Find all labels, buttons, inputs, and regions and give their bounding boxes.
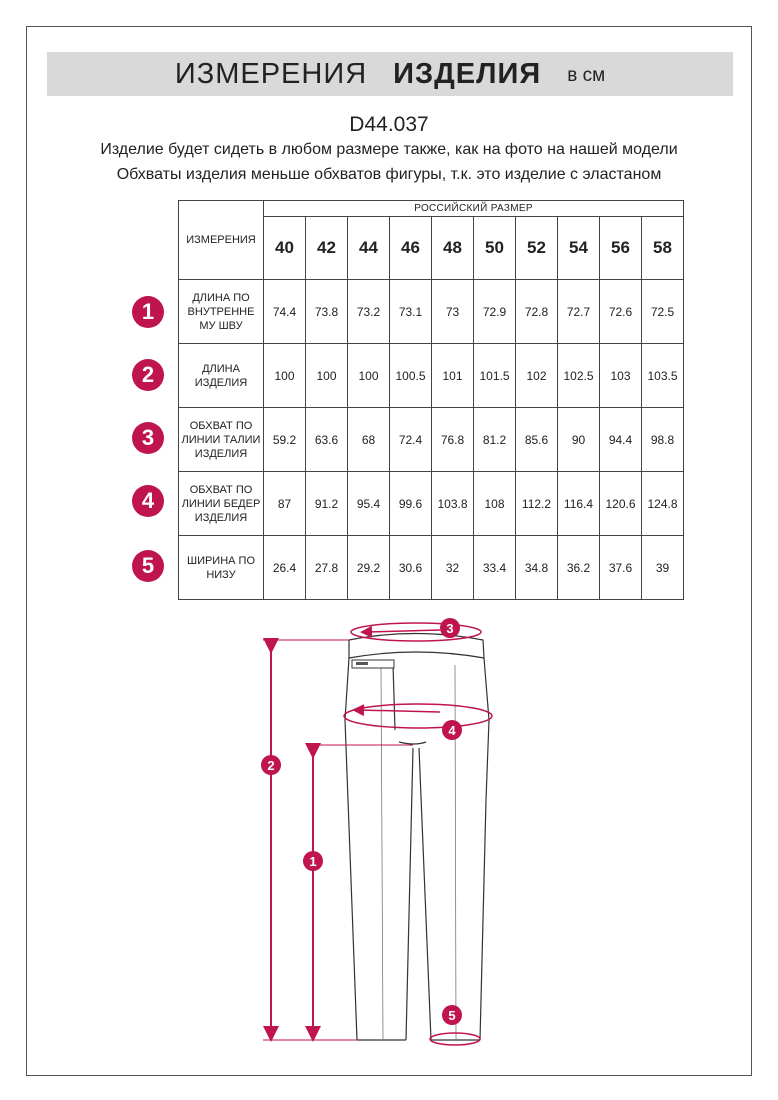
table-cell: 29.2 — [348, 536, 390, 600]
table-cell: 76.8 — [432, 408, 474, 472]
table-cell: 30.6 — [390, 536, 432, 600]
table-cell: 72.8 — [516, 280, 558, 344]
table-cell: 100 — [264, 344, 306, 408]
table-cell: 72.5 — [642, 280, 684, 344]
table-cell: 74.4 — [264, 280, 306, 344]
marker-3 — [440, 618, 460, 638]
size-header: 58 — [642, 217, 684, 280]
marker-3-text: 3 — [446, 621, 454, 636]
marker-4-text: 4 — [448, 723, 456, 738]
table-cell: 95.4 — [348, 472, 390, 536]
waist-arrow — [366, 630, 440, 632]
title-part2: ИЗДЕЛИЯ — [393, 57, 542, 90]
hem-ellipse — [430, 1033, 480, 1045]
row-badge-1: 1 — [132, 296, 164, 328]
trousers-outline — [345, 634, 489, 1041]
title-part1: ИЗМЕРЕНИЯ — [174, 57, 368, 90]
table-cell: 124.8 — [642, 472, 684, 536]
table-cell: 73.1 — [390, 280, 432, 344]
table-cell: 27.8 — [306, 536, 348, 600]
table-cell: 72.4 — [390, 408, 432, 472]
table-cell: 34.8 — [516, 536, 558, 600]
table-cell: 108 — [474, 472, 516, 536]
marker-4 — [442, 720, 462, 740]
size-header: 46 — [390, 217, 432, 280]
table-cell: 36.2 — [558, 536, 600, 600]
table-cell: 100 — [306, 344, 348, 408]
table-cell: 99.6 — [390, 472, 432, 536]
table-cell: 100.5 — [390, 344, 432, 408]
size-header: 44 — [348, 217, 390, 280]
table-cell: 72.6 — [600, 280, 642, 344]
size-header: 40 — [264, 217, 306, 280]
table-cell: 103.8 — [432, 472, 474, 536]
table-cell: 103.5 — [642, 344, 684, 408]
marker-5-text: 5 — [448, 1008, 456, 1023]
table-cell: 39 — [642, 536, 684, 600]
table-cell: 32 — [432, 536, 474, 600]
table-cell: 103 — [600, 344, 642, 408]
elastane-note: Обхваты изделия меньше обхватов фигуры, т.к. это изделие с эластаном — [116, 166, 662, 183]
size-header: 56 — [600, 217, 642, 280]
table-cell: 81.2 — [474, 408, 516, 472]
table-cell: 91.2 — [306, 472, 348, 536]
row-badge-3: 3 — [132, 422, 164, 454]
row-label-hips: ОБХВАТ ПО ЛИНИИ БЕДЕР ИЗДЕЛИЯ — [179, 472, 264, 536]
reference-lines — [263, 640, 413, 1040]
hip-arrow — [358, 710, 440, 712]
row-label-inseam: ДЛИНА ПО ВНУТРЕННЕ МУ ШВУ — [179, 280, 264, 344]
table-cell: 73 — [432, 280, 474, 344]
table-cell: 100 — [348, 344, 390, 408]
row-badge-5: 5 — [132, 550, 164, 582]
marker-5 — [442, 1005, 462, 1025]
table-cell: 87 — [264, 472, 306, 536]
marker-1 — [303, 851, 323, 871]
row-label-waist: ОБХВАТ ПО ЛИНИИ ТАЛИИ ИЗДЕЛИЯ — [179, 408, 264, 472]
table-cell: 90 — [558, 408, 600, 472]
hip-ellipse — [344, 704, 492, 728]
marker-1-text: 1 — [309, 854, 317, 869]
size-header: 50 — [474, 217, 516, 280]
article-number: D44.037 — [349, 113, 429, 136]
size-header: 52 — [516, 217, 558, 280]
table-cell: 73.2 — [348, 280, 390, 344]
table-cell: 101 — [432, 344, 474, 408]
table-cell: 102 — [516, 344, 558, 408]
size-header: 42 — [306, 217, 348, 280]
row-badge-2: 2 — [132, 359, 164, 391]
measure-header: ИЗМЕРЕНИЯ — [179, 201, 264, 280]
table-cell: 72.7 — [558, 280, 600, 344]
table-cell: 72.9 — [474, 280, 516, 344]
size-header: 48 — [432, 217, 474, 280]
size-header: 54 — [558, 217, 600, 280]
label-tag-mark — [356, 662, 368, 665]
table-cell: 94.4 — [600, 408, 642, 472]
table-cell: 120.6 — [600, 472, 642, 536]
fit-note: Изделие будет сидеть в любом размере также, как на фото на нашей модели — [100, 141, 678, 158]
table-cell: 37.6 — [600, 536, 642, 600]
table-cell: 101.5 — [474, 344, 516, 408]
table-cell: 85.6 — [516, 408, 558, 472]
row-label-length: ДЛИНА ИЗДЕЛИЯ — [179, 344, 264, 408]
title-unit: в см — [567, 65, 606, 86]
table-cell: 63.6 — [306, 408, 348, 472]
size-group-header: РОССИЙСКИЙ РАЗМЕР — [264, 201, 684, 217]
table-cell: 68 — [348, 408, 390, 472]
row-label-hem-width: ШИРИНА ПО НИЗУ — [179, 536, 264, 600]
table-cell: 112.2 — [516, 472, 558, 536]
table-cell: 73.8 — [306, 280, 348, 344]
table-cell: 98.8 — [642, 408, 684, 472]
row-badge-4: 4 — [132, 485, 164, 517]
marker-2-text: 2 — [267, 758, 275, 773]
table-cell: 59.2 — [264, 408, 306, 472]
marker-2 — [261, 755, 281, 775]
table-cell: 102.5 — [558, 344, 600, 408]
table-cell: 33.4 — [474, 536, 516, 600]
table-cell: 116.4 — [558, 472, 600, 536]
table-cell: 26.4 — [264, 536, 306, 600]
